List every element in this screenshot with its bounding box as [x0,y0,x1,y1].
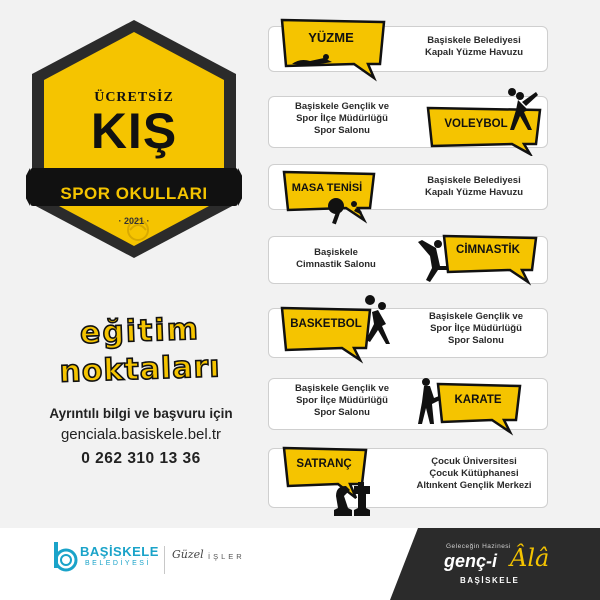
venue-line: Spor Salonu [448,335,504,346]
brand-suffix: Âlâ [510,544,550,572]
venue-basketball [404,311,548,347]
venue-line: Başiskele Belediyesi [427,35,521,46]
sport-name-gymnastics: CİMNASTİK [456,244,520,256]
sport-bubble-gymnastics [440,232,540,286]
venue-karate [276,383,408,419]
brand-tagline: Geleceğin Hazinesi [446,543,512,550]
basketball-player-icon [360,294,400,346]
sport-name-karate: KARATE [454,394,502,406]
venue-chess [394,456,554,492]
venue-line: Kapalı Yüzme Havuzu [424,187,524,198]
venue-swimming [404,35,544,59]
venue-line: Spor İlçe Müdürlüğü [296,113,388,124]
venue-line: Başiskele Belediyesi [427,175,521,186]
venue-line: Spor Salonu [314,407,370,418]
sport-name-table-tennis: MASA TENİSİ [291,182,363,194]
winter-sports-badge [26,16,242,262]
sport-name-swimming: YÜZME [308,30,354,45]
municipality-name: BAŞİSKELE [80,544,159,559]
badge-free-label: ÜCRETSİZ [94,90,174,105]
venue-line: Başiskele Gençlik ve [294,101,389,112]
headline-line-2: noktaları [58,349,222,390]
venue-line: Kapalı Yüzme Havuzu [424,47,524,58]
info-label: Ayrıntılı bilgi ve başvuru için [49,406,233,421]
footer-divider [164,546,165,574]
info-phone[interactable]: 0 262 310 13 36 [81,450,201,467]
badge-title: KIŞ [90,103,178,159]
venue-line: Başiskele [314,247,358,258]
venue-line: Spor Salonu [314,125,370,136]
sport-name-chess: SATRANÇ [296,458,352,470]
chess-pieces-icon [330,478,374,518]
swimmer-icon [290,52,334,68]
badge-year: · 2021 · [118,216,150,226]
brand-city: BAŞİSKELE [460,576,520,585]
brand-name: genç-i [444,551,498,571]
municipality-logo-icon [52,540,78,574]
venue-line: Spor İlçe Müdürlüğü [296,395,388,406]
volleyball-player-icon [498,86,542,132]
municipality-sub: BELEDİYESİ [85,560,151,567]
headline-line-1: eğitim [79,311,201,352]
venue-line: Cimnastik Salonu [296,259,376,270]
info-url[interactable]: genciala.basiskele.bel.tr [60,426,222,443]
venue-volleyball [276,101,408,137]
venue-table-tennis [404,175,544,199]
venue-line: Çocuk Üniversitesi [431,456,517,467]
sport-name-basketball: BASKETBOL [290,318,362,330]
venue-line: Altınkent Gençlik Merkezi [416,480,532,491]
venue-gymnastics [276,247,396,271]
guzel-script: Güzel [172,548,204,561]
venue-line: Çocuk Kütüphanesi [429,468,519,479]
sport-bubble-swimming [276,16,392,82]
venue-line: Başiskele Gençlik ve [428,311,523,322]
venue-line: Spor İlçe Müdürlüğü [430,323,522,334]
venue-line: Başiskele Gençlik ve [294,383,389,394]
guzel-caps: İŞLER [208,552,245,561]
badge-subtitle: SPOR OKULLARI [60,184,208,203]
sport-name-volleyball: VOLEYBOL [444,118,508,130]
sport-bubble-karate [434,380,524,436]
table-tennis-icon [326,196,366,226]
